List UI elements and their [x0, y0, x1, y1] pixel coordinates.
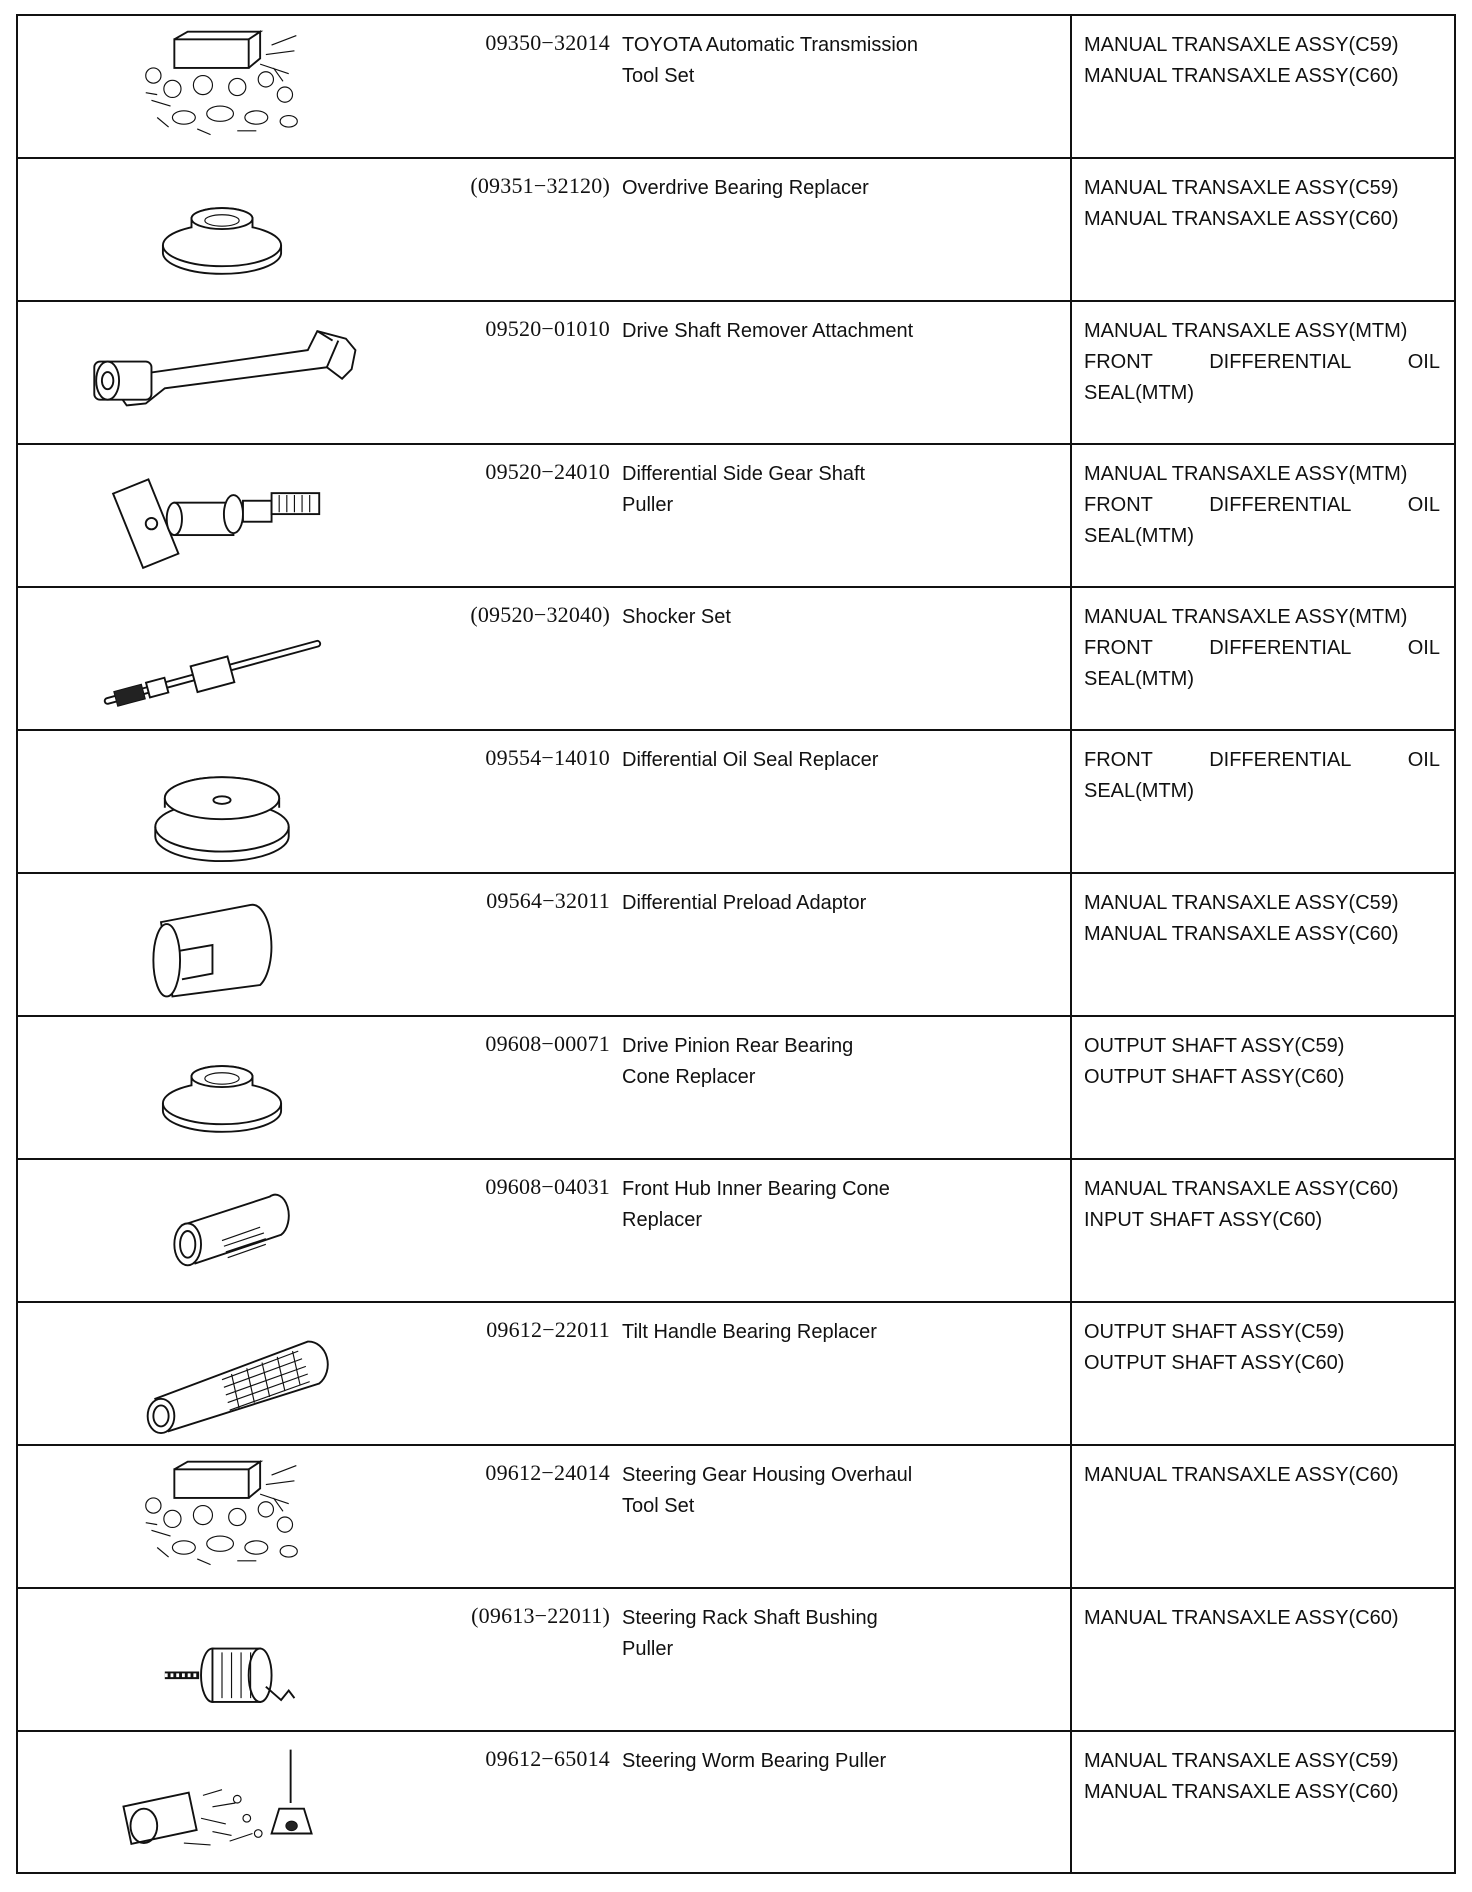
column-divider — [1070, 731, 1072, 872]
usage-line: SEAL(MTM) — [1084, 780, 1194, 802]
tool-name-line: Cone Replacer — [622, 1066, 756, 1088]
usage-line: MANUAL TRANSAXLE ASSY(C59) — [1084, 34, 1399, 56]
tool-part-number: (09613−22011) — [471, 1603, 610, 1628]
tool-set-icon — [32, 1456, 412, 1578]
usage-line: MANUAL TRANSAXLE ASSY(MTM) — [1084, 463, 1408, 485]
usage-line: SEAL(MTM) — [1084, 525, 1194, 547]
usage-word: OIL — [1407, 351, 1440, 373]
tool-name — [622, 30, 1042, 92]
usage-line: MANUAL TRANSAXLE ASSY(C60) — [1084, 1178, 1399, 1200]
usage-line: OUTPUT SHAFT ASSY(C60) — [1084, 1352, 1345, 1374]
table-row — [18, 445, 1454, 588]
special-tools-table — [16, 14, 1456, 1874]
column-divider — [1070, 1446, 1072, 1587]
tool-usage — [1084, 316, 1440, 409]
tool-name-line: Tilt Handle Bearing Replacer — [622, 1321, 877, 1343]
tool-usage — [1084, 1174, 1440, 1236]
tool-name-line: Puller — [622, 494, 674, 516]
tool-name-line: Tool Set — [622, 1495, 695, 1517]
usage-word: OIL — [1407, 494, 1440, 516]
tool-part-number: 09350−32014 — [485, 30, 610, 55]
tool-name-line: Steering Rack Shaft Bushing — [622, 1607, 878, 1629]
usage-line: MANUAL TRANSAXLE ASSY(C60) — [1084, 923, 1399, 945]
usage-line — [1084, 490, 1440, 521]
tool-name-line: Drive Pinion Rear Bearing — [622, 1035, 854, 1057]
table-row — [18, 731, 1454, 874]
slide-hammer-icon — [32, 598, 412, 720]
tool-part-number: 09608−04031 — [485, 1174, 610, 1199]
column-divider — [1070, 445, 1072, 586]
usage-word: DIFFERENTIAL — [1209, 494, 1352, 516]
column-divider — [1070, 588, 1072, 729]
preload-adaptor-icon — [32, 884, 412, 1006]
tool-part-number: 09612−22011 — [486, 1317, 610, 1342]
table-row — [18, 1732, 1454, 1872]
usage-line: SEAL(MTM) — [1084, 668, 1194, 690]
usage-line: SEAL(MTM) — [1084, 382, 1194, 404]
table-row — [18, 1589, 1454, 1732]
tool-name — [622, 173, 1042, 204]
tool-name-line: Differential Oil Seal Replacer — [622, 749, 879, 771]
column-divider — [1070, 1303, 1072, 1444]
usage-word: FRONT — [1084, 637, 1153, 659]
tool-usage — [1084, 1746, 1440, 1808]
tool-name — [622, 1603, 1042, 1665]
tool-part-number: 09608−00071 — [485, 1031, 610, 1056]
usage-line: MANUAL TRANSAXLE ASSY(C59) — [1084, 892, 1399, 914]
tool-name — [622, 888, 1042, 919]
usage-word: FRONT — [1084, 351, 1153, 373]
column-divider — [1070, 1589, 1072, 1730]
tool-name-line: Front Hub Inner Bearing Cone — [622, 1178, 890, 1200]
usage-word: OIL — [1407, 749, 1440, 771]
usage-line: MANUAL TRANSAXLE ASSY(C60) — [1084, 208, 1399, 230]
usage-line: MANUAL TRANSAXLE ASSY(C60) — [1084, 1607, 1399, 1629]
bearing-replacer-icon — [32, 169, 412, 291]
usage-word: DIFFERENTIAL — [1209, 637, 1352, 659]
usage-line: MANUAL TRANSAXLE ASSY(MTM) — [1084, 606, 1408, 628]
tool-part-number: 09554−14010 — [485, 745, 610, 770]
remover-attachment-icon — [32, 312, 412, 434]
usage-line — [1084, 347, 1440, 378]
tool-usage — [1084, 888, 1440, 950]
table-row — [18, 1446, 1454, 1589]
tool-name-line: Overdrive Bearing Replacer — [622, 177, 869, 199]
table-row — [18, 1160, 1454, 1303]
tool-usage — [1084, 1603, 1440, 1634]
column-divider — [1070, 16, 1072, 157]
tool-part-number: 09520−01010 — [485, 316, 610, 341]
usage-line: INPUT SHAFT ASSY(C60) — [1084, 1209, 1323, 1231]
usage-word: DIFFERENTIAL — [1209, 749, 1352, 771]
tool-name — [622, 1174, 1042, 1236]
tool-name — [622, 1746, 1042, 1777]
tool-name — [622, 745, 1042, 776]
column-divider — [1070, 302, 1072, 443]
usage-line — [1084, 745, 1440, 776]
tool-set-icon — [32, 26, 412, 148]
tool-part-number: 09612−24014 — [485, 1460, 610, 1485]
tool-part-number: 09564−32011 — [486, 888, 610, 913]
usage-line: MANUAL TRANSAXLE ASSY(C60) — [1084, 65, 1399, 87]
usage-word: DIFFERENTIAL — [1209, 351, 1352, 373]
tool-usage — [1084, 745, 1440, 807]
tool-usage — [1084, 1031, 1440, 1093]
sleeve-replacer-icon — [32, 1170, 412, 1292]
column-divider — [1070, 1732, 1072, 1872]
tool-name-line: TOYOTA Automatic Transmission — [622, 34, 919, 56]
table-row — [18, 302, 1454, 445]
tool-name-line: Steering Worm Bearing Puller — [622, 1750, 887, 1772]
tool-name-line: Steering Gear Housing Overhaul — [622, 1464, 913, 1486]
usage-word: FRONT — [1084, 494, 1153, 516]
tool-name-line: Differential Preload Adaptor — [622, 892, 867, 914]
tool-name-line: Puller — [622, 1638, 674, 1660]
usage-line: OUTPUT SHAFT ASSY(C59) — [1084, 1321, 1345, 1343]
worm-puller-icon — [32, 1742, 412, 1864]
tool-name — [622, 1460, 1042, 1522]
tool-usage — [1084, 602, 1440, 695]
usage-line: MANUAL TRANSAXLE ASSY(C60) — [1084, 1781, 1399, 1803]
tool-name-line: Drive Shaft Remover Attachment — [622, 320, 914, 342]
column-divider — [1070, 1017, 1072, 1158]
bushing-puller-icon — [32, 1599, 412, 1721]
column-divider — [1070, 159, 1072, 300]
tool-usage — [1084, 173, 1440, 235]
table-row — [18, 16, 1454, 159]
tool-name — [622, 602, 1042, 633]
usage-line: MANUAL TRANSAXLE ASSY(C60) — [1084, 1464, 1399, 1486]
tool-name — [622, 1317, 1042, 1348]
usage-line: MANUAL TRANSAXLE ASSY(MTM) — [1084, 320, 1408, 342]
table-row — [18, 588, 1454, 731]
tool-part-number: 09612−65014 — [485, 1746, 610, 1771]
usage-line — [1084, 633, 1440, 664]
table-row — [18, 159, 1454, 302]
handle-replacer-icon — [32, 1313, 412, 1435]
tool-name-line: Tool Set — [622, 65, 695, 87]
usage-line: OUTPUT SHAFT ASSY(C59) — [1084, 1035, 1345, 1057]
tool-name — [622, 316, 1042, 347]
tool-part-number: (09351−32120) — [470, 173, 610, 198]
usage-word: OIL — [1407, 637, 1440, 659]
usage-line: MANUAL TRANSAXLE ASSY(C59) — [1084, 1750, 1399, 1772]
tool-name-line: Differential Side Gear Shaft — [622, 463, 866, 485]
usage-word: FRONT — [1084, 749, 1153, 771]
tool-name — [622, 459, 1042, 521]
tool-name-line: Replacer — [622, 1209, 703, 1231]
tool-part-number: 09520−24010 — [485, 459, 610, 484]
tool-usage — [1084, 1460, 1440, 1491]
tool-part-number: (09520−32040) — [470, 602, 610, 627]
table-row — [18, 1017, 1454, 1160]
tool-usage — [1084, 459, 1440, 552]
table-row — [18, 1303, 1454, 1446]
oil-seal-replacer-icon — [32, 741, 412, 863]
usage-line: MANUAL TRANSAXLE ASSY(C59) — [1084, 177, 1399, 199]
tool-usage — [1084, 30, 1440, 92]
tool-name-line: Shocker Set — [622, 606, 731, 628]
usage-line: OUTPUT SHAFT ASSY(C60) — [1084, 1066, 1345, 1088]
tool-usage — [1084, 1317, 1440, 1379]
shaft-puller-icon — [32, 455, 412, 577]
tool-name — [622, 1031, 1042, 1093]
column-divider — [1070, 874, 1072, 1015]
column-divider — [1070, 1160, 1072, 1301]
bearing-replacer-icon — [32, 1027, 412, 1149]
table-row — [18, 874, 1454, 1017]
